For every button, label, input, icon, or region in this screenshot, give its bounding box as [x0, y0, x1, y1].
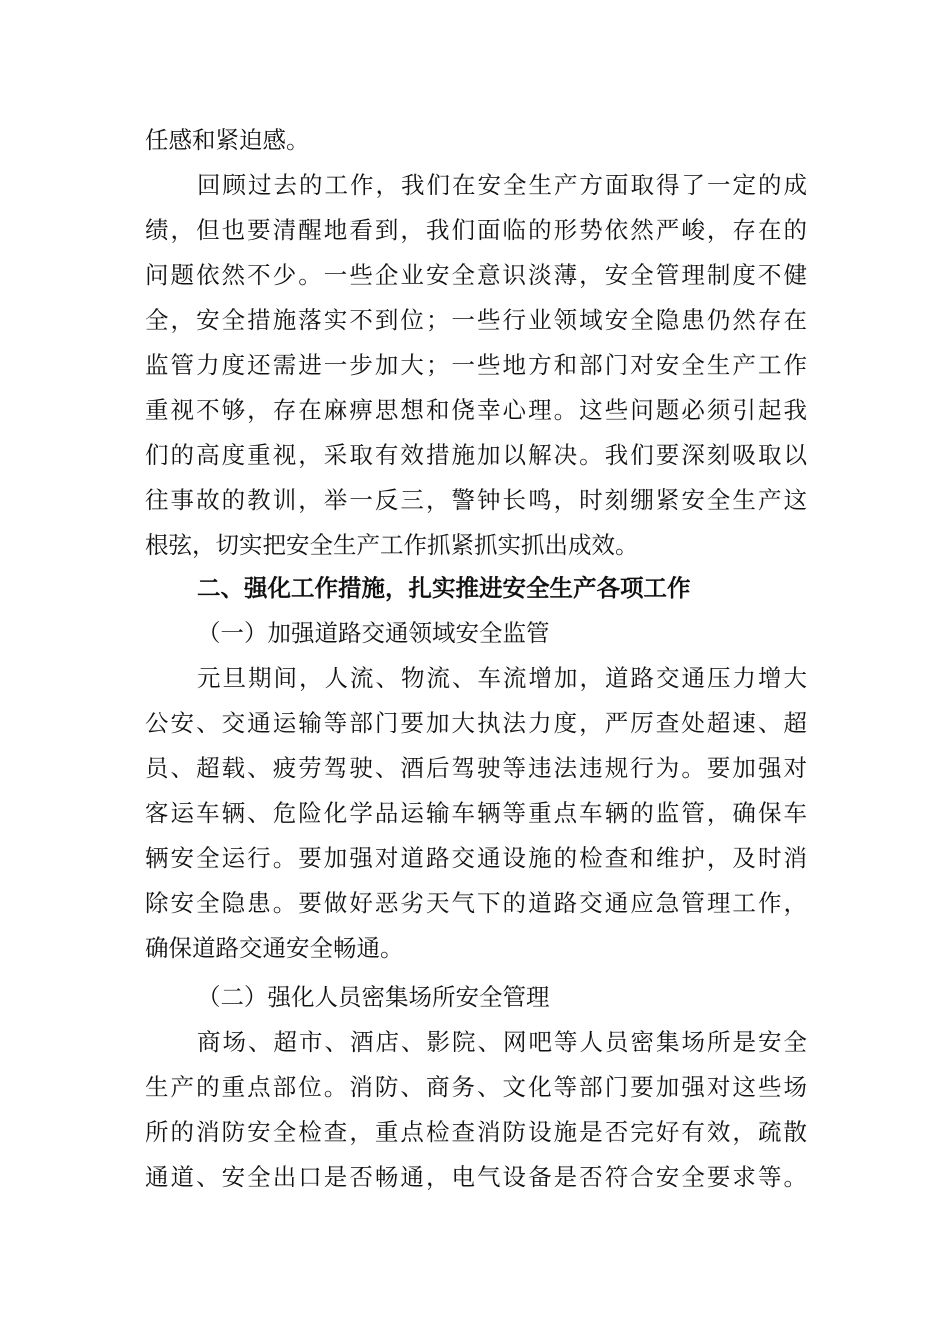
paragraph-line: 元旦期间，人流、物流、车流增加，道路交通压力增大 — [197, 664, 807, 692]
paragraph-line: 所的消防安全检查，重点检查消防设施是否完好有效，疏散 — [145, 1118, 807, 1146]
paragraph-line: 生产的重点部位。消防、商务、文化等部门要加强对这些场 — [145, 1073, 807, 1101]
subsection-heading: （二）强化人员密集场所安全管理 — [197, 983, 550, 1011]
paragraph-line: 公安、交通运输等部门要加大执法力度，严厉查处超速、超 — [145, 709, 807, 737]
paragraph-line: 通道、安全出口是否畅通，电气设备是否符合安全要求等。 — [145, 1163, 807, 1191]
paragraph-line: 们的高度重视，采取有效措施加以解决。我们要深刻吸取以 — [145, 441, 807, 469]
paragraph-line: 根弦，切实把安全生产工作抓紧抓实抓出成效。 — [145, 531, 639, 559]
section-heading: 二、强化工作措施，扎实推进安全生产各项工作 — [197, 574, 691, 602]
paragraph-line: 客运车辆、危险化学品运输车辆等重点车辆的监管，确保车 — [145, 799, 807, 827]
subsection-heading: （一）加强道路交通领域安全监管 — [197, 619, 550, 647]
paragraph-line: 辆安全运行。要加强对道路交通设施的检查和维护，及时消 — [145, 844, 807, 872]
paragraph-line: 全，安全措施落实不到位；一些行业领域安全隐患仍然存在 — [145, 306, 807, 334]
paragraph-line: 除安全隐患。要做好恶劣天气下的道路交通应急管理工作， — [145, 889, 807, 917]
paragraph-line: 任感和紧迫感。 — [145, 126, 310, 154]
paragraph-line: 绩，但也要清醒地看到，我们面临的形势依然严峻，存在的 — [145, 216, 807, 244]
paragraph-line: 往事故的教训，举一反三，警钟长鸣，时刻绷紧安全生产这 — [145, 486, 807, 514]
paragraph-line: 问题依然不少。一些企业安全意识淡薄，安全管理制度不健 — [145, 261, 807, 289]
paragraph-line: 重视不够，存在麻痹思想和侥幸心理。这些问题必须引起我 — [145, 396, 807, 424]
paragraph-line: 回顾过去的工作，我们在安全生产方面取得了一定的成 — [197, 171, 807, 199]
paragraph-line: 商场、超市、酒店、影院、网吧等人员密集场所是安全 — [197, 1028, 807, 1056]
paragraph-line: 员、超载、疲劳驾驶、酒后驾驶等违法违规行为。要加强对 — [145, 754, 807, 782]
paragraph-line: 确保道路交通安全畅通。 — [145, 934, 404, 962]
paragraph-line: 监管力度还需进一步加大；一些地方和部门对安全生产工作 — [145, 351, 807, 379]
